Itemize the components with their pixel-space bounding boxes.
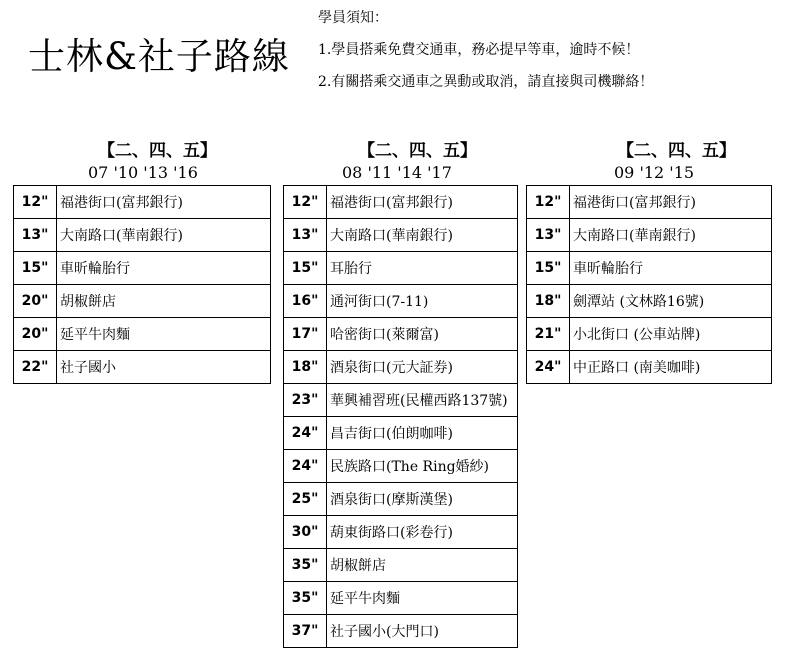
stop-minute: 12": [284, 186, 327, 219]
stop-name: 社子國小(大門口): [327, 615, 518, 648]
table-row: [527, 252, 772, 285]
notice-line: 1.學員搭乘免費交通車，務必提早等車，逾時不候！: [318, 42, 640, 58]
table-row: [527, 351, 772, 384]
stop-name: 昌吉街口(伯朗咖啡): [327, 417, 518, 450]
route-times: 09 '12 '15: [614, 163, 695, 182]
stop-minute: 15": [284, 252, 327, 285]
page-title: 士林&社子路線: [28, 35, 290, 78]
table-row: [527, 285, 772, 318]
notice-heading: 學員須知：: [318, 10, 388, 26]
table-row: [14, 285, 271, 318]
table-row: [14, 351, 271, 384]
table-row: [284, 186, 518, 219]
table-row: [527, 318, 772, 351]
table-row: [14, 186, 271, 219]
stop-minute: 25": [284, 483, 327, 516]
stop-minute: 12": [527, 186, 570, 219]
stop-name: 劍潭站 (文林路16號): [570, 285, 772, 318]
stop-name: 社子國小: [57, 351, 271, 384]
stop-name: 大南路口(華南銀行): [570, 219, 772, 252]
stop-name: 延平牛肉麵: [327, 582, 518, 615]
stop-minute: 24": [527, 351, 570, 384]
stop-name: 葫東街路口(彩卷行): [327, 516, 518, 549]
stop-minute: 21": [527, 318, 570, 351]
route-stop-table: [283, 185, 518, 648]
table-row: [284, 219, 518, 252]
route-times: 08 '11 '14 '17: [342, 163, 452, 182]
table-row: [284, 549, 518, 582]
stop-name: 民族路口(The Ring婚紗): [327, 450, 518, 483]
table-row: [284, 351, 518, 384]
stop-name: 大南路口(華南銀行): [57, 219, 271, 252]
table-row: [527, 219, 772, 252]
stop-minute: 37": [284, 615, 327, 648]
stop-name: 福港街口(富邦銀行): [570, 186, 772, 219]
table-row: [14, 219, 271, 252]
route-stop-table: [526, 185, 772, 384]
notice-line: 2.有關搭乘交通車之異動或取消，請直接與司機聯絡！: [318, 74, 654, 90]
stop-minute: 17": [284, 318, 327, 351]
stop-name: 酒泉街口(元大証券): [327, 351, 518, 384]
route-days: 【二、四、五】: [617, 141, 736, 161]
table-row: [284, 285, 518, 318]
table-row: [284, 417, 518, 450]
table-row: [284, 516, 518, 549]
table-row: [14, 318, 271, 351]
stop-name: 華興補習班(民權西路137號): [327, 384, 518, 417]
stop-name: 哈密街口(萊爾富): [327, 318, 518, 351]
stop-minute: 18": [527, 285, 570, 318]
stop-minute: 18": [284, 351, 327, 384]
stop-minute: 16": [284, 285, 327, 318]
table-row: [527, 186, 772, 219]
route-stop-table: [13, 185, 271, 384]
stop-name: 福港街口(富邦銀行): [57, 186, 271, 219]
stop-minute: 13": [284, 219, 327, 252]
table-row: [284, 483, 518, 516]
stop-minute: 20": [14, 318, 57, 351]
stop-name: 酒泉街口(摩斯漢堡): [327, 483, 518, 516]
stop-minute: 23": [284, 384, 327, 417]
table-row: [284, 615, 518, 648]
stop-name: 耳胎行: [327, 252, 518, 285]
stop-minute: 30": [284, 516, 327, 549]
stop-minute: 20": [14, 285, 57, 318]
table-row: [284, 450, 518, 483]
stop-name: 福港街口(富邦銀行): [327, 186, 518, 219]
notice-block: [318, 10, 653, 91]
table-row: [284, 252, 518, 285]
stop-minute: 35": [284, 549, 327, 582]
route-days: 【二、四、五】: [358, 141, 477, 161]
stop-name: 胡椒餅店: [57, 285, 271, 318]
stop-name: 小北街口 (公車站牌): [570, 318, 772, 351]
table-row: [14, 252, 271, 285]
stop-minute: 35": [284, 582, 327, 615]
stop-minute: 15": [527, 252, 570, 285]
stop-minute: 22": [14, 351, 57, 384]
stop-name: 車昕輪胎行: [57, 252, 271, 285]
stop-name: 車昕輪胎行: [570, 252, 772, 285]
stop-minute: 13": [527, 219, 570, 252]
stop-name: 延平牛肉麵: [57, 318, 271, 351]
stop-name: 中正路口 (南美咖啡): [570, 351, 772, 384]
stop-minute: 15": [14, 252, 57, 285]
table-row: [284, 318, 518, 351]
stop-minute: 24": [284, 450, 327, 483]
stop-minute: 24": [284, 417, 327, 450]
table-row: [284, 384, 518, 417]
stop-name: 大南路口(華南銀行): [327, 219, 518, 252]
stop-minute: 13": [14, 219, 57, 252]
stop-name: 通河街口(7-11): [327, 285, 518, 318]
table-row: [284, 582, 518, 615]
route-days: 【二、四、五】: [98, 141, 217, 161]
stop-minute: 12": [14, 186, 57, 219]
stop-name: 胡椒餅店: [327, 549, 518, 582]
route-times: 07 '10 '13 '16: [88, 163, 198, 182]
